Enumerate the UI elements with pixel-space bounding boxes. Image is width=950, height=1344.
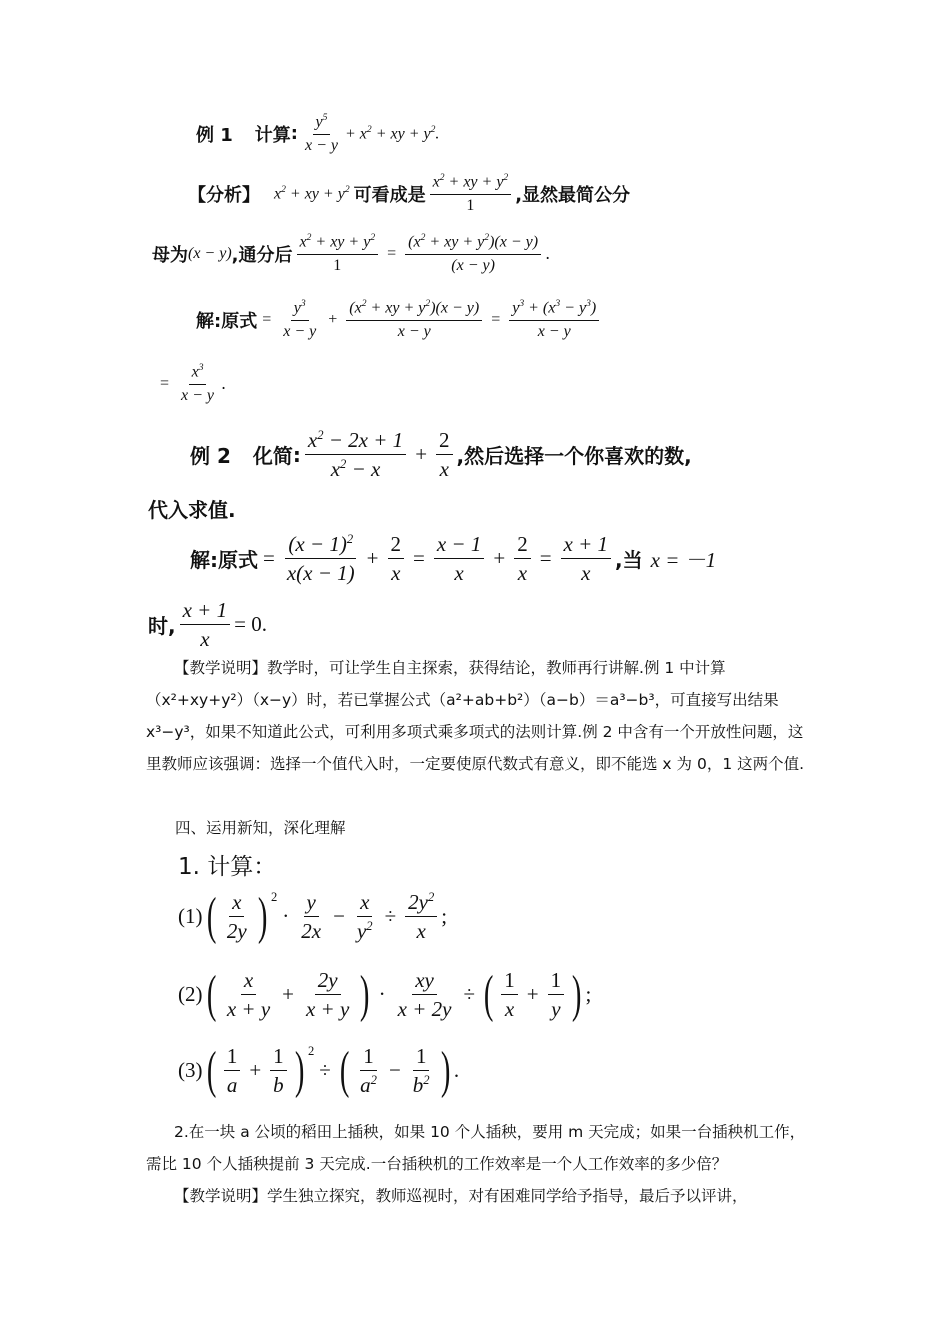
item-number: (2): [178, 982, 203, 1007]
example1-label: 例 1: [196, 124, 233, 146]
exercise1-item2: (2) ( $\frac{x}{x + y}$ + $\frac{2y}{x + y}$ ) · $\frac{xy}{x + 2y}$ ÷ ( $\frac{1}{x}$ + $\frac{1}{y}$ ) ;: [178, 965, 592, 1023]
item-number: (3): [178, 1058, 203, 1083]
note-label: 【教学说明】: [174, 1187, 268, 1205]
exercise1-title: 1. 计算：: [178, 854, 277, 880]
solution2-text: 时,: [148, 614, 176, 639]
solution1-result: = $\frac{x^3}{x - y}$ .: [160, 362, 227, 404]
fraction: $\frac{y^5}{x - y}$: [305, 112, 338, 154]
example2-line2: [148, 494, 236, 523]
fraction: $\frac{x}{x + y}$: [226, 968, 271, 1022]
fraction: $\frac{x^2 - 2x + 1}{x^2 - x}$: [305, 428, 406, 481]
example2-text: 代入求值.: [148, 498, 236, 522]
fraction: $\frac{x^3}{x - y}$: [181, 362, 215, 404]
fraction: $\frac{(x - 1)^2}{x(x - 1)}$: [286, 532, 355, 586]
solution2-result-value: = 0.: [234, 612, 267, 637]
fraction: $\frac{x + 1}{x}$: [180, 598, 231, 651]
fraction: $\frac{x}{y^2}$: [356, 890, 373, 944]
note-text: 教学时，可让学生自主探索，获得结论，教师再行讲解.例 1 中计算（x²+xy+y²）（x−y）时，若已掌握公式（a²+ab+b²）（a−b）＝a³−b³，可直接写出结果 x³−y³，如果不知道此公式，可利用多项式乘多项式的法则计算.例 2 中含有一个开放性问题，这里教师应该强调：选择一个值代入时，一定要使原代数式有意义，即不能选 x 为 0，1 这两个值.: [146, 659, 805, 773]
exercise2: [146, 1116, 806, 1180]
analysis-line: [188, 172, 630, 215]
example1-header: 例 1 计算 : $\frac{y^5}{x - y}$ + $x^2$ + xy + $y^2$.: [196, 112, 440, 154]
example1-task: 计算: [254, 124, 291, 146]
fraction: $\frac{1}{b^2}$: [412, 1044, 430, 1098]
analysis-text: ,显然最简公分: [515, 184, 631, 206]
math-expression: (x − y): [188, 244, 232, 262]
exercise1-item1: (1) ( $\frac{x}{2y}$ ) $^2$ · $\frac{y}{2x}$ − $\frac{x}{y^2}$ ÷ $\frac{2y^2}{x}$ ;: [178, 887, 448, 945]
analysis-text: 母为: [152, 244, 188, 266]
solution2-text: ,当: [615, 548, 643, 573]
note-label: 【教学说明】: [174, 659, 268, 677]
fraction: $\frac{1}{y}$: [548, 968, 565, 1021]
exercise1-item3: (3) ( $\frac{1}{a}$ + $\frac{1}{b}$ ) $^2$ ÷ ( $\frac{1}{a^2}$ − $\frac{1}{b^2}$ ) .: [178, 1041, 460, 1099]
solution-label: 解:原式: [190, 548, 258, 573]
exercise2-text: 2.在一块 a 公顷的稻田上插秧，如果 10 个人插秧，要用 m 天完成；如果一台插秧机工作，需比 10 个人插秧提前 3 天完成.一台插秧机的工作效率是一个人工作效率的多少倍？: [146, 1123, 806, 1173]
solution1-line: 解:原式 = $\frac{y^3}{x - y}$ + $\frac{(x^2 + xy + y^2)(x - y)}{x - y}$ = $\frac{y^3 + (x^3 - y^3)}{x - y}$: [196, 298, 603, 341]
example2-header: 例 2 化简 : $\frac{x^2 - 2x + 1}{x^2 - x}$ + $\frac{2}{x}$ ,然后选择一个你喜欢的数,: [190, 428, 692, 482]
fraction: $\frac{(x^2 + xy + y^2)(x - y)}{(x - y)}$: [405, 232, 541, 275]
solution2-line: 解:原式 = $\frac{(x - 1)^2}{x(x - 1)}$ + $\frac{2}{x}$ = $\frac{x - 1}{x}$ + $\frac{2}{x}$ = $\frac{x + 1}{x}$ ,当 x = －1: [190, 532, 717, 586]
fraction: $\frac{2}{x}$: [436, 428, 453, 481]
math-expression: + $x^2$ + xy + $y^2$.: [345, 123, 440, 143]
fraction: $\frac{1}{a}$: [224, 1044, 241, 1097]
item-number: (1): [178, 904, 203, 929]
fraction: $\frac{x + 1}{x}$: [561, 532, 612, 585]
fraction: $\frac{y^3}{x - y}$: [283, 298, 317, 340]
example2-text: ,然后选择一个你喜欢的数,: [456, 444, 692, 469]
analysis-label: 【分析】: [188, 184, 260, 206]
fraction: $\frac{y}{2x}$: [301, 890, 322, 944]
fraction: $\frac{x}{2y}$: [226, 890, 247, 944]
section-title: 四、运用新知，深化理解: [175, 819, 346, 837]
fraction: $\frac{x^2 + xy + y^2}{1}$: [430, 172, 512, 215]
teaching-note-2: [146, 1180, 806, 1212]
teaching-note-1: [146, 652, 806, 780]
solution2-result: [148, 598, 267, 651]
fraction: $\frac{xy}{x + 2y}$: [397, 968, 452, 1022]
note-text: 学生独立探究，教师巡视时，对有困难同学给予指导，最后予以评讲，: [267, 1187, 748, 1205]
fraction: $\frac{2}{x}$: [388, 532, 405, 585]
common-denominator-line: 母为 (x − y) ,通分后 $\frac{x^2 + xy + y^2}{1}$ = $\frac{(x^2 + xy + y^2)(x - y)}{(x - y)}$ .: [152, 232, 551, 274]
example2-task: 化简: [252, 444, 293, 469]
fraction: $\frac{(x^2 + xy + y^2)(x - y)}{x - y}$: [346, 298, 482, 341]
fraction: $\frac{2y^2}{x}$: [405, 890, 437, 943]
fraction: $\frac{x^2 + xy + y^2}{1}$: [297, 232, 379, 275]
fraction: $\frac{2y}{x + y}$: [305, 968, 350, 1022]
fraction: $\frac{x - 1}{x}$: [434, 532, 485, 585]
math-expression: $x^2$ + xy + $y^2$: [274, 183, 350, 203]
example2-label: 例 2: [190, 444, 231, 469]
analysis-text: ,通分后: [231, 244, 293, 266]
fraction: $\frac{y^3 + (x^3 - y^3)}{x - y}$: [509, 298, 599, 341]
fraction: $\frac{2}{x}$: [514, 532, 531, 585]
solution2-value: x = －1: [650, 547, 717, 572]
fraction: $\frac{1}{x}$: [501, 968, 518, 1021]
analysis-text: 可看成是: [353, 184, 426, 206]
fraction: $\frac{1}{b}$: [270, 1044, 287, 1097]
solution-label: 解:原式: [196, 310, 258, 332]
fraction: $\frac{1}{a^2}$: [360, 1044, 377, 1098]
